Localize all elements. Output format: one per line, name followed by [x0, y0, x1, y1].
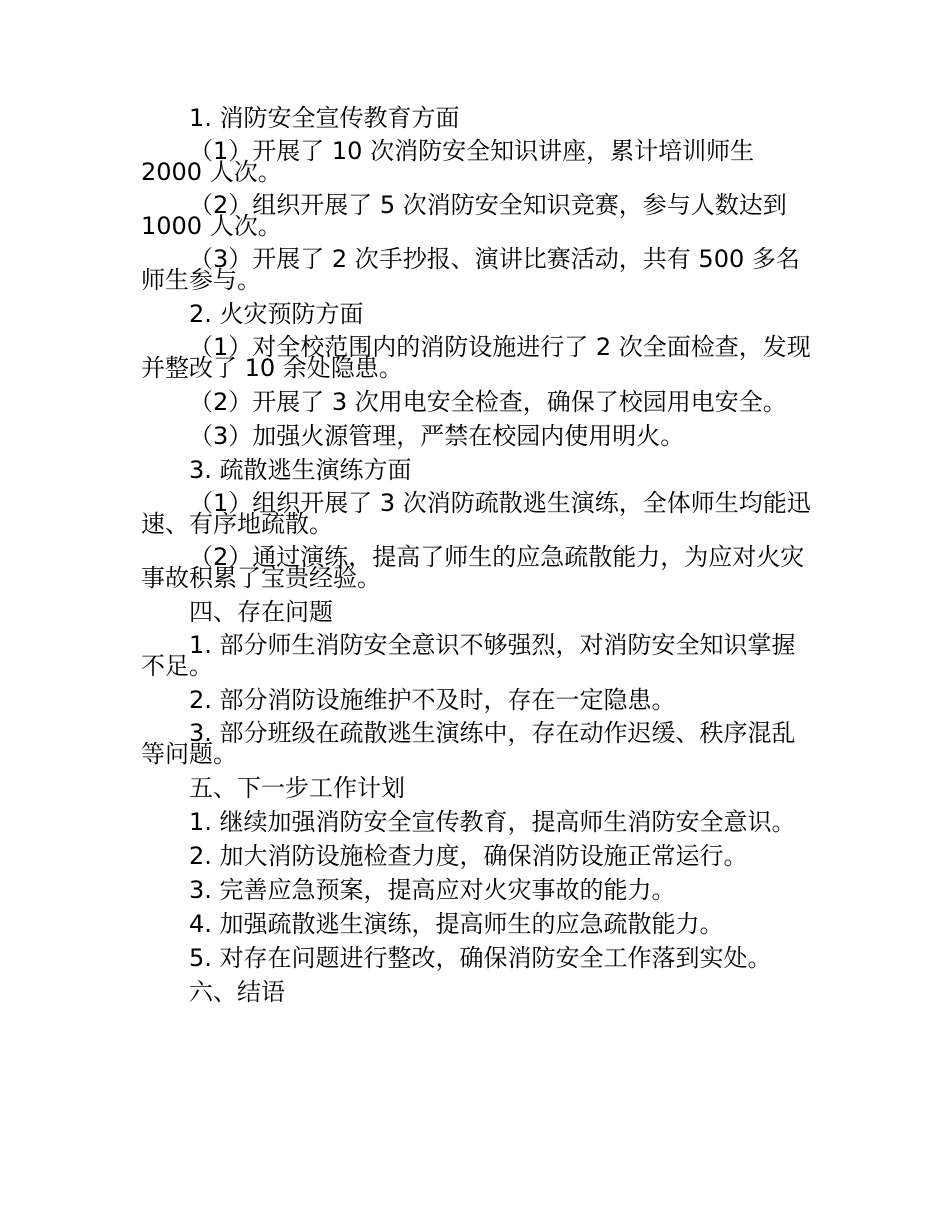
paragraph: 2. 火灾预防方面: [189, 300, 364, 328]
paragraph: 4. 加强疏散逃生演练，提高师生的应急疏散能力。: [189, 910, 724, 938]
paragraph: （2）组织开展了 5 次消防安全知识竞赛，参与人数达到 1000 人次。: [141, 191, 795, 240]
paragraph: （2）通过演练，提高了师生的应急疏散能力，为应对火灾事故积累了宝贵经验。: [141, 543, 805, 592]
paragraph: （3）开展了 2 次手抄报、演讲比赛活动，共有 500 多名师生参与。: [141, 245, 800, 294]
paragraph: （3）加强火源管理，严禁在校园内使用明火。: [189, 422, 685, 450]
paragraph: 1. 继续加强消防安全宣传教育，提高师生消防安全意识。: [189, 808, 796, 836]
paragraph: 5. 对存在问题进行整改，确保消防安全工作落到实处。: [189, 944, 772, 972]
paragraph: 1. 部分师生消防安全意识不够强烈，对消防安全知识掌握不足。: [141, 631, 796, 680]
paragraph: 2. 加大消防设施检查力度，确保消防设施正常运行。: [189, 842, 748, 870]
paragraph: 1. 消防安全宣传教育方面: [189, 104, 460, 132]
paragraph: （2）开展了 3 次用电安全检查，确保了校园用电安全。: [189, 388, 787, 416]
paragraph: 五、下一步工作计划: [189, 774, 405, 802]
paragraph: 3. 部分班级在疏散逃生演练中，存在动作迟缓、秩序混乱等问题。: [141, 719, 796, 768]
paragraph: （1）开展了 10 次消防安全知识讲座，累计培训师生 2000 人次。: [141, 137, 762, 186]
paragraph: 3. 完善应急预案，提高应对火灾事故的能力。: [189, 876, 676, 904]
paragraph: （1）对全校范围内的消防设施进行了 2 次全面检查，发现并整改了 10 余处隐患。: [141, 333, 811, 382]
document-body: [141, 104, 813, 1012]
paragraph: 3. 疏散逃生演练方面: [189, 456, 412, 484]
paragraph: （1）组织开展了 3 次消防疏散逃生演练，全体师生均能迅速、有序地疏散。: [141, 489, 811, 538]
paragraph: 四、存在问题: [189, 598, 333, 626]
paragraph: 六、结语: [189, 978, 285, 1006]
paragraph: 2. 部分消防设施维护不及时，存在一定隐患。: [189, 686, 676, 714]
